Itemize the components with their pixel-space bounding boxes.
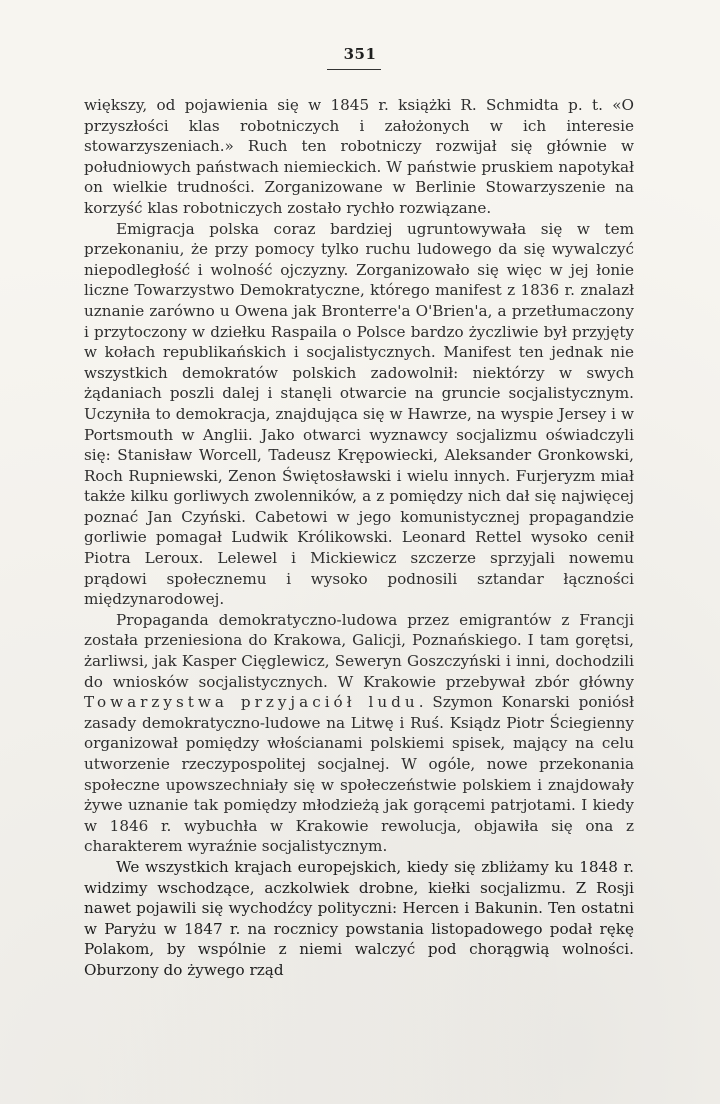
page-number-underline	[327, 69, 381, 70]
paragraph-4: We wszystkich krajach europejskich, kiedy się zbliżamy ku 1848 r. widzimy wschodzące, aczkolwiek drobne, kiełki socjalizmu. Z Rosji nawet pojawili się wychodźcy polityczni: Hercen i Bakunin. Ten ostatni w Paryżu w 1847 r. na rocznicy powstania listopadowego podał rękę Polakom, by wspólnie z niemi walczyć pod chorągwią wolności. Oburzony do żywego rząd	[84, 857, 634, 979]
society-name-spaced: Towarzystwa przyjaciół ludu	[84, 693, 419, 712]
paragraph-2: Emigracja polska coraz bardziej ugruntowywała się w tem przekonaniu, że przy pomocy tylko ruchu ludowego da się wywalczyć niepodległość i wolność ojczyzny. Zorganizowało się więc w jej łonie liczne Towarzystwo Demokratyczne, którego manifest z 1836 r. znalazł uznanie zarówno u Owena jak Bronterre'a O'Brien'a, a przetłumaczony i przytoczony w dziełku Raspaila o Polsce bardzo życzliwie był przyjęty w kołach republikańskich i socjalistycznych. Manifest ten jednak nie wszystkich demokratów polskich zadowolnił: niektórzy w swych żądaniach poszli dalej i stanęli otwarcie na gruncie socjalistycznym. Uczyniła to demokracja, znajdująca się w Hawrze, na wyspie Jersey i w Portsmouth w Anglii. Jako otwarci wyznawcy socjalizmu oświadczyli się: Stanisław Worcell, Tadeusz Krępowiecki, Aleksander Gronkowski, Roch Rupniewski, Zenon Świętosławski i wielu innych. Furjeryzm miał także kilku gorliwych zwolenników, a z pomiędzy nich dał się najwięcej poznać Jan Czyński. Cabetowi w jego komunistycznej propagandzie gorliwie pomagał Ludwik Królikowski. Leonard Rettel wysoko cenił Piotra Leroux. Lelewel i Mickiewicz szczerze sprzyjali nowemu prądowi społecznemu i wysoko podnosili sztandar łączności międzynarodowej.	[84, 219, 634, 609]
page-number: 351	[343, 45, 377, 63]
paragraph-3	[84, 610, 634, 857]
paragraph-3-text-before: Propaganda demokratyczno-ludowa przez emigrantów z Francji została przeniesiona do Krakowa, Galicji, Poznańskiego. I tam gorętsi, żarliwsi, jak Kasper Cięglewicz, Seweryn Goszczyński i inni, dochodzili do wniosków socjalistycznych. W Krakowie przebywał zbór główny	[84, 610, 634, 691]
paragraph-1: większy, od pojawienia się w 1845 r. książki R. Schmidta p. t. «O przyszłości klas robotniczych i założonych w ich interesie stowarzyszeniach.» Ruch ten robotniczy rozwijał się głównie w południowych państwach niemieckich. W państwie pruskiem napotykał on wielkie trudności. Zorganizowane w Berlinie Stowarzyszenie na korzyść klas robotniczych zostało rychło rozwiązane.	[84, 96, 634, 217]
paragraph-3-text-after: . Szymon Konarski poniósł zasady demokratyczno-ludowe na Litwę i Ruś. Ksiądz Piotr Ściegienny organizował pomiędzy włościanami polskiemi spisek, mający na celu utworzenie rzeczypospolitej socjalnej. W ogóle, nowe przekonania społeczne upowszechniały się w społeczeństwie polskiem i znajdowały żywe uznanie tak pomiędzy młodzieżą jak gorącemi patrjotami. I kiedy w 1846 r. wybuchła w Krakowie rewolucja, objawiła się ona z charakterem wyraźnie socjalistycznym.	[84, 693, 634, 856]
body-text	[84, 95, 634, 981]
